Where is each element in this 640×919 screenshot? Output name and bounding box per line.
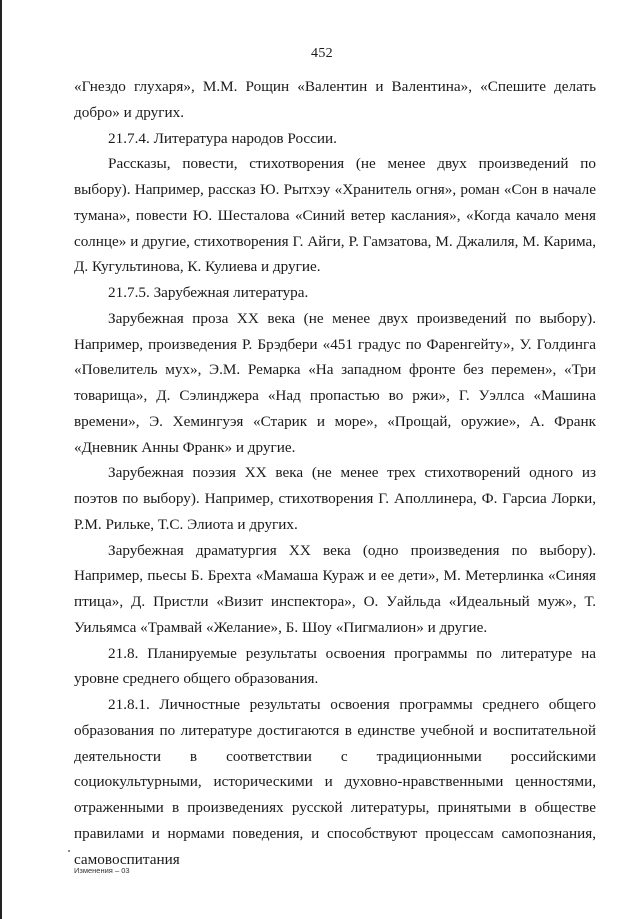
paragraph-peoples-literature: Рассказы, повести, стихотворения (не менее двух произведений по выбору). Например, рассказ Ю. Рытхэу «Хранитель огня», роман «Сон в начале тумана», повести Ю. Шесталова «Синий ветер каслания», «Когда качало меня солнце» и другие, стихотворения Г. Айги, Р. Гамзатова, М. Джалиля, М. Карима, Д. Кугультинова, К. Кулиева и другие.: [74, 155, 596, 276]
scan-speck: [68, 850, 70, 852]
page-number: 452: [311, 46, 333, 61]
section-heading-21-7-5: 21.7.5. Зарубежная литература.: [108, 284, 309, 301]
document-body: [74, 74, 596, 872]
section-heading-21-8: 21.8. Планируемые результаты освоения программы по литературе на уровне среднего общего образования.: [74, 644, 596, 688]
paragraph-personal-results: 21.8.1. Личностные результаты освоения программы среднего общего образования по литературе достигаются в единстве учебной и воспитательной деятельности в соответствии с традиционными российскими социокультурными, историческими и духовно-нравственными ценностями, отраженными в произведениях русской литературы, принятыми в обществе правилами и нормами поведения, и способствуют процессам самопознания, самовоспитания: [74, 696, 596, 868]
paragraph-foreign-poetry: Зарубежная поэзия XX века (не менее трех стихотворений одного из поэтов по выбору). Например, стихотворения Г. Аполлинера, Ф. Гарсиа Лорки, Р.М. Рильке, Т.С. Элиота и других.: [74, 464, 596, 533]
paragraph-foreign-prose: Зарубежная проза XX века (не менее двух произведений по выбору). Например, произведения Р. Брэдбери «451 градус по Фаренгейту», У. Голдинга «Повелитель мух», Э.М. Ремарка «На западном фронте без перемен», «Три товарища», Д. Сэлинджера «Над пропастью во ржи», Г. Уэллса «Машина времени», Э. Хемингуэя «Старик и море», «Прощай, оружие», А. Франк «Дневник Анны Франк» и другие.: [74, 309, 596, 456]
section-heading-21-7-4: 21.7.4. Литература народов России.: [108, 129, 337, 147]
footer-revision-note: Изменения – 03: [74, 866, 130, 875]
paragraph-continuation: «Гнездо глухаря», М.М. Рощин «Валентин и Валентина», «Спешите делать добро» и других.: [74, 78, 596, 121]
paragraph-foreign-drama: Зарубежная драматургия XX века (одно произведения по выбору). Например, пьесы Б. Брехта «Мамаша Кураж и ее дети», М. Метерлинка «Синяя птица», Д. Пристли «Визит инспектора», О. Уайльда «Идеальный муж», Т. Уильямса «Трамвай «Желание», Б. Шоу «Пигмалион» и другие.: [74, 541, 596, 636]
